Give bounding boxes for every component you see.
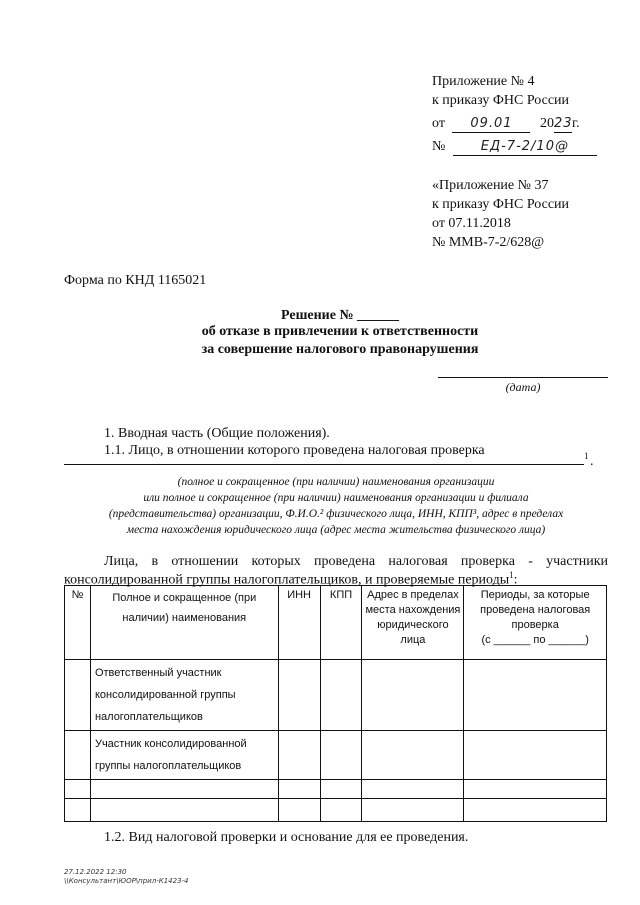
org-description-line-1: (полное и сокращенное (при наличии) наименования организации: [177, 476, 495, 488]
decision-number-title: Решение № ______: [280, 308, 400, 323]
appendix-37-title: «Приложение № 37: [432, 178, 549, 193]
appendix-37-order: к приказу ФНС России: [432, 197, 570, 212]
appendix-4-title: Приложение № 4: [432, 74, 535, 89]
header-kpp: КПП: [320, 586, 362, 660]
org-description-line-2: или полное и сокращенное (при наличии) наименования организации и филиала: [143, 492, 529, 504]
section-1-1-heading: 1.1. Лицо, в отношении которого проведена налоговая проверка: [104, 443, 485, 458]
handwritten-date: 09.01: [452, 116, 530, 133]
row-responsible-participant: Ответственный участник консолидированной группы налогоплательщиков: [90, 660, 278, 731]
paragraph-line-1: Лица, в отношении которых проведена налоговая проверка - участники: [104, 554, 608, 569]
organization-blank-line: [64, 464, 584, 465]
table-header-row: [65, 586, 607, 660]
appendix-37-block: [432, 176, 569, 252]
appendix-37-number: № ММВ-7-2/628@: [432, 235, 545, 250]
decision-subtitle-1: об отказе в привлечении к ответственности: [201, 324, 479, 339]
table-row: [65, 731, 607, 780]
handwritten-number: ЕД-7-2/10@: [453, 139, 597, 156]
footnote-mark: 1: [584, 451, 589, 461]
handwritten-year: 23: [553, 116, 573, 131]
table-row: [65, 799, 607, 822]
table-row: [65, 780, 607, 799]
header-periods: Периоды, за которые проведена налоговая проверка (с ______ по ______): [464, 586, 607, 660]
org-description-line-4: места нахождения юридического лица (адрес места жительства физического лица): [126, 524, 546, 536]
appendix-4-block: [432, 72, 597, 156]
section-1-heading: 1. Вводная часть (Общие положения).: [104, 426, 330, 441]
date-blank-line: [438, 377, 608, 378]
row-participant: Участник консолидированной группы налогоплательщиков: [90, 731, 278, 780]
form-knd-code: Форма по КНД 1165021: [64, 273, 207, 288]
appendix-37-date: от 07.11.2018: [432, 216, 511, 231]
period-mark: .: [590, 454, 594, 469]
file-stamp: 27.12.2022 12:30 \\Консультант\ЮОР\прил-К1423-4: [64, 868, 189, 885]
appendix-4-date: от 09.01 2023г.: [432, 116, 580, 131]
appendix-4-number: № ЕД-7-2/10@: [432, 137, 597, 156]
date-caption: (дата): [505, 380, 541, 394]
participants-table: [64, 585, 607, 822]
header-name: Полное и сокращенное (при наличии) наименования: [90, 586, 278, 660]
section-1-2-heading: 1.2. Вид налоговой проверки и основание для ее проведения.: [104, 830, 469, 845]
header-address: Адрес в пределах места нахождения юридического лица: [362, 586, 464, 660]
table-row: [65, 660, 607, 731]
appendix-4-order: к приказу ФНС России: [432, 93, 570, 108]
org-description-line-3: (представительства) организации, Ф.И.О.² физического лица, ИНН, КПП³, адрес в пределах: [108, 508, 564, 520]
paragraph-line-2: консолидированной группы налогоплательщиков, и проверяемые периоды$^1$:: [64, 570, 518, 588]
header-inn: ИНН: [278, 586, 320, 660]
header-number: №: [65, 586, 91, 660]
decision-subtitle-2: за совершение налогового правонарушения: [201, 342, 479, 357]
